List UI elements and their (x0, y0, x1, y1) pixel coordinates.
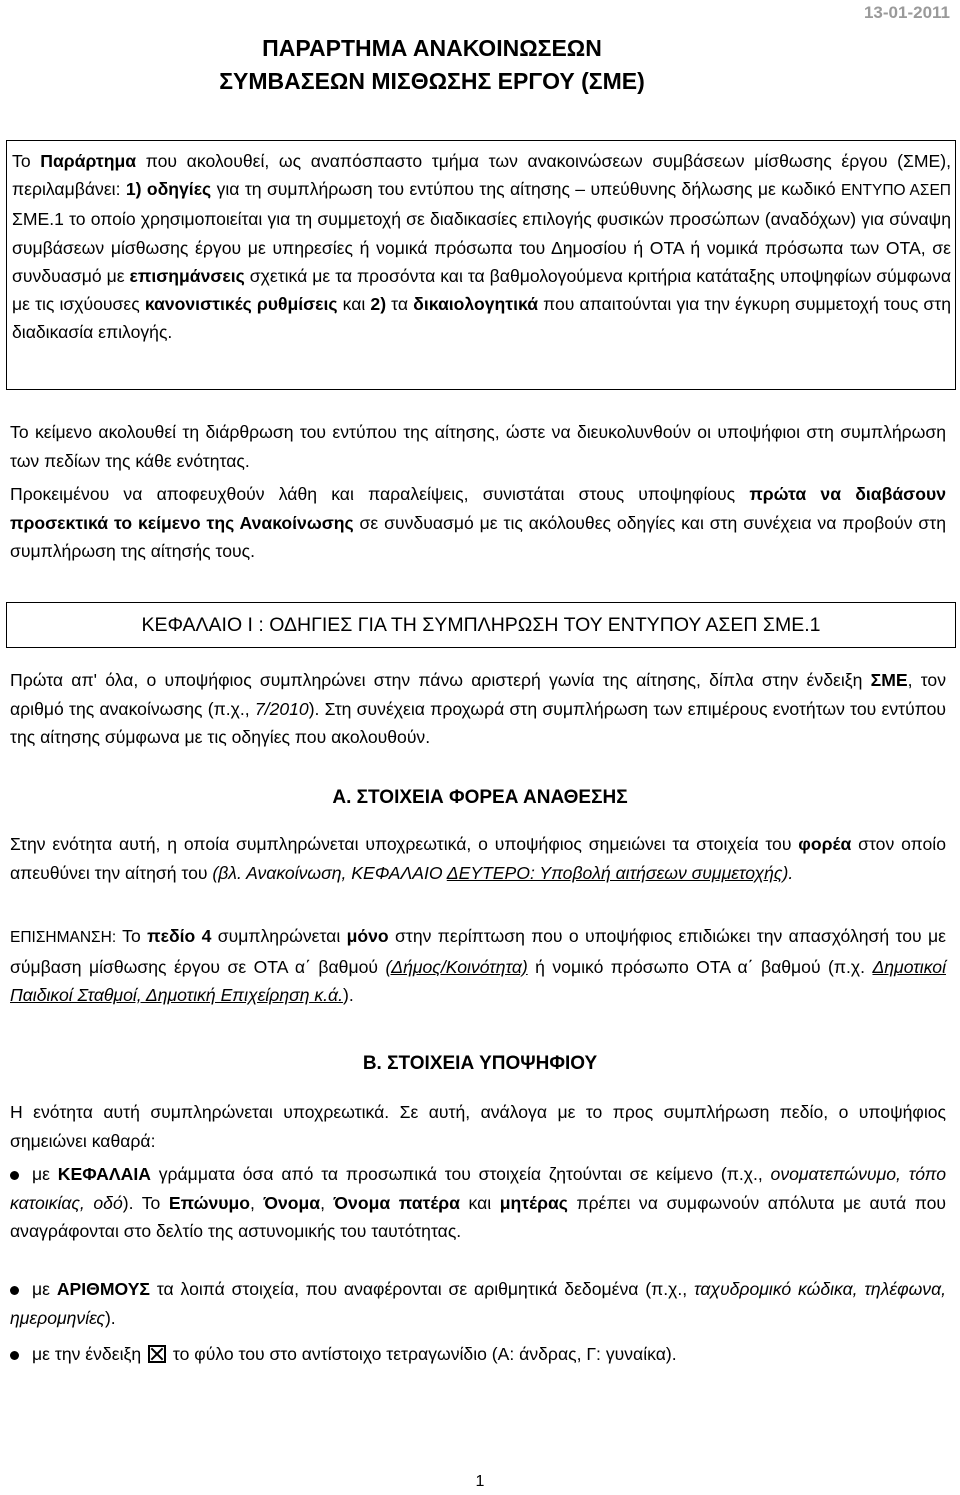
para-italic (385, 957, 527, 977)
bullet-part: ). (104, 1307, 116, 1328)
bullet-part: πρέπει να συμφωνούν απόλυτα με αυτά που αναγράφονται στο δελτίο της αστυνομικής του ταυτότητας. (10, 1192, 947, 1241)
paragraph-first (10, 666, 946, 752)
para-italic (447, 863, 783, 883)
intro-box (6, 140, 956, 390)
para-bold: πεδίο 4 (147, 926, 212, 946)
section-b-heading: Β. ΣΤΟΙΧΕΙΑ ΥΠΟΨΗΦΙΟΥ (362, 1053, 598, 1074)
bullet-icon (10, 1351, 19, 1360)
bullet-italic: ταχυδρομικό κώδικα, τηλέφωνα, ημερομηνίες (10, 1279, 946, 1328)
title-line-1: ΠΑΡΑΡΤΗΜΑ ΑΝΑΚΟΙΝΩΣΕΩΝ (262, 35, 602, 61)
section-a-heading: Α. ΣΤΟΙΧΕΙΑ ΦΟΡΕΑ ΑΝΑΘΕΣΗΣ (332, 787, 628, 808)
paragraph-avoid-errors (10, 480, 946, 566)
para-bold: μόνο (346, 926, 389, 946)
para-text: ). (342, 985, 354, 1005)
bullet-bold: Όνομα (263, 1192, 321, 1213)
bullet-part: γράμματα όσα από τα προσωπικά του στοιχεία ζητούνται σε κείμενο (π.χ., (150, 1164, 771, 1184)
para-italic-underline: ΔΕΥΤΕΡΟ: Υποβολή αιτήσεων συμμετοχής (446, 862, 783, 883)
para-text: Πρώτα απ' όλα, ο υποψήφιος συμπληρώνει στην πάνω αριστερή γωνία της αίτησης, δίπλα στην ένδειξη (10, 670, 871, 690)
para-text: σε συνδυασμό με τις ακόλουθες οδηγίες και στη συνέχεια να προβούν στη συμπλήρωση της αίτησής τους. (10, 512, 946, 561)
para-text: Το (116, 926, 148, 946)
title-line-2: ΣΥΜΒΑΣΕΩΝ ΜΙΣΘΩΣΗΣ ΕΡΓΟΥ (ΣΜΕ) (219, 68, 645, 94)
para-bold: ΣΜΕ (870, 670, 908, 690)
page-date: 13-01-2011 (863, 3, 950, 22)
bullet-bold: Επώνυμο (168, 1192, 250, 1213)
bullet-part: με (32, 1164, 58, 1184)
para-text: Προκειμένου να αποφευχθούν λάθη και παραλείψεις, συνιστάται στους υποψηφίους (10, 484, 750, 504)
bullet-bold: ΚΕΦΑΛΑΙΑ (57, 1164, 151, 1184)
para-italic-underline: (Δήμος/Κοινότητα) (385, 956, 528, 977)
checkbox-x-icon (148, 1345, 166, 1363)
page-number: 1 (475, 1473, 485, 1490)
intro-text: Το (12, 151, 41, 171)
bullet-text (10, 1160, 946, 1246)
list-item (10, 1160, 946, 1246)
intro-bold: 1) οδηγίες (125, 179, 212, 200)
bullet-part: , (250, 1192, 264, 1213)
para-italic: 7/2010 (254, 698, 309, 719)
intro-text: σχετικά με τα προσόντα και τα βαθμολογούμενα κριτήρια κατάταξης υποψηφίων σύμφωνα με τις ισχύουσες (12, 265, 951, 315)
bullet-part: , (320, 1192, 334, 1213)
para-text: στον οποίο απευθύνει την αίτησή του (10, 834, 946, 883)
bullet-part: το φύλο του στο αντίστοιχο τετραγωνίδιο (Α: άνδρας, Γ: γυναίκα). (168, 1344, 677, 1364)
page-title (0, 32, 864, 98)
para-text: συμπληρώνεται (211, 926, 347, 946)
para-bold: πρώτα να διαβάσουν προσεκτικά το κείμενο της Ανακοίνωσης (10, 484, 946, 533)
section-a-note (10, 922, 946, 1010)
bullet-part: με την ένδειξη (32, 1344, 147, 1364)
para-italic: (βλ. Ανακοίνωση, ΚΕΦΑΛΑΙΟ (212, 862, 447, 883)
bullet-bold: ΑΡΙΘΜΟΥΣ (56, 1279, 150, 1299)
list-item (10, 1275, 946, 1332)
note-label: ΕΠΙΣΗΜΑΝΣΗ: (10, 929, 117, 946)
intro-text: που απαιτούνται για την έγκυρη συμμετοχή τους στη διαδικασία επιλογής. (12, 294, 951, 343)
bullet-icon (10, 1286, 19, 1295)
intro-bold: κανονιστικές ρυθμίσεις (144, 294, 338, 315)
bullet-part: και (460, 1192, 500, 1213)
bullet-bold: Όνομα πατέρα (333, 1192, 460, 1213)
intro-text: για τη συμπλήρωση του εντύπου της αίτησης – υπεύθυνης δήλωσης με κωδικό (211, 179, 841, 200)
para-text: ή νομικό πρόσωπο ΟΤΑ α΄ βαθμού (π.χ. (527, 956, 873, 977)
bullet-text (10, 1275, 946, 1332)
intro-bold: δικαιολογητικά (413, 294, 539, 315)
para-text: Στην ενότητα αυτή, η οποία συμπληρώνεται υποχρεωτικά, ο υποψήφιος σημειώνει τα στοιχεία του (10, 834, 799, 854)
chapter-heading: ΚΕΦΑΛΑΙΟ Ι : ΟΔΗΓΙΕΣ ΓΙΑ ΤΗ ΣΥΜΠΛΗΡΩΣΗ ΤΟΥ ΕΝΤΥΠΟΥ ΑΣΕΠ ΣΜΕ.1 (6, 602, 956, 648)
para-text: ). Στη συνέχεια προχωρά στη συμπλήρωση των επιμέρους ενοτήτων του εντύπου της αίτησης σύμφωνα με τις οδηγίες που ακολουθούν. (10, 698, 946, 747)
bullet-icon (10, 1171, 19, 1180)
intro-text: και (337, 294, 371, 315)
intro-bold: Παράρτημα (40, 151, 137, 171)
intro-text: τα (386, 294, 414, 315)
form-code: ΕΝΤΥΠΟ ΑΣΕΠ (841, 182, 951, 200)
intro-bold: 2) (370, 294, 387, 315)
para-bold: φορέα (798, 834, 852, 854)
bullet-part: με (32, 1279, 57, 1299)
bullet-italic: ονοματεπώνυμο, τόπο κατοικίας, οδό (10, 1164, 946, 1213)
bullet-text (10, 1340, 946, 1369)
intro-text: που ακολουθεί, ως αναπόσπαστο τμήμα των ανακοινώσεων συμβάσεων μίσθωσης έργου (ΣΜΕ), περιλαμβάνει: (12, 151, 951, 200)
bullet-part: ). Το (122, 1192, 169, 1213)
bullet-bold: μητέρας (499, 1192, 568, 1213)
bullet-part: τα λοιπά στοιχεία, που αναφέρονται σε αριθμητικά δεδομένα (π.χ., (150, 1279, 695, 1299)
para-italic: ). (782, 862, 794, 883)
section-b-intro: Η ενότητα αυτή συμπληρώνεται υποχρεωτικά. Σε αυτή, ανάλογα με το προς συμπλήρωση πεδίο, ο υποψήφιος σημειώνει καθαρά: (10, 1102, 946, 1151)
para-text: , τον αριθμό της ανακοίνωσης (π.χ., (10, 670, 946, 719)
intro-text: ΣΜΕ.1 το οποίο χρησιμοποιείται για τη συμμετοχή σε διαδικασίες επιλογής φυσικών προσώπων (αναδόχων) για σύναψη συμβάσεων μίσθωσης έργου με υπηρεσίες ή νομικά πρόσωπα του Δημοσίου ή ΟΤΑ ή νομικά πρόσωπα των ΟΤΑ, σε συνδυασμό με (12, 209, 951, 286)
paragraph-structure: Το κείμενο ακολουθεί τη διάρθρωση του εντύπου της αίτησης, ώστε να διευκολυνθούν οι υποψήφιοι στη συμπλήρωση των πεδίων της κάθε ενότητας. (10, 422, 946, 471)
list-item (10, 1340, 946, 1369)
para-italic-underline: Δημοτικοί Παιδικοί Σταθμοί, Δημοτική Επιχείρηση κ.ά. (10, 956, 946, 1005)
intro-bold: επισημάνσεις (129, 265, 245, 286)
para-text: στην περίπτωση που ο υποψήφιος επιδιώκει την απασχόλησή του με σύμβαση μίσθωσης έργου σε ΟΤΑ α΄ βαθμού (10, 926, 946, 977)
section-a-paragraph (10, 830, 946, 887)
